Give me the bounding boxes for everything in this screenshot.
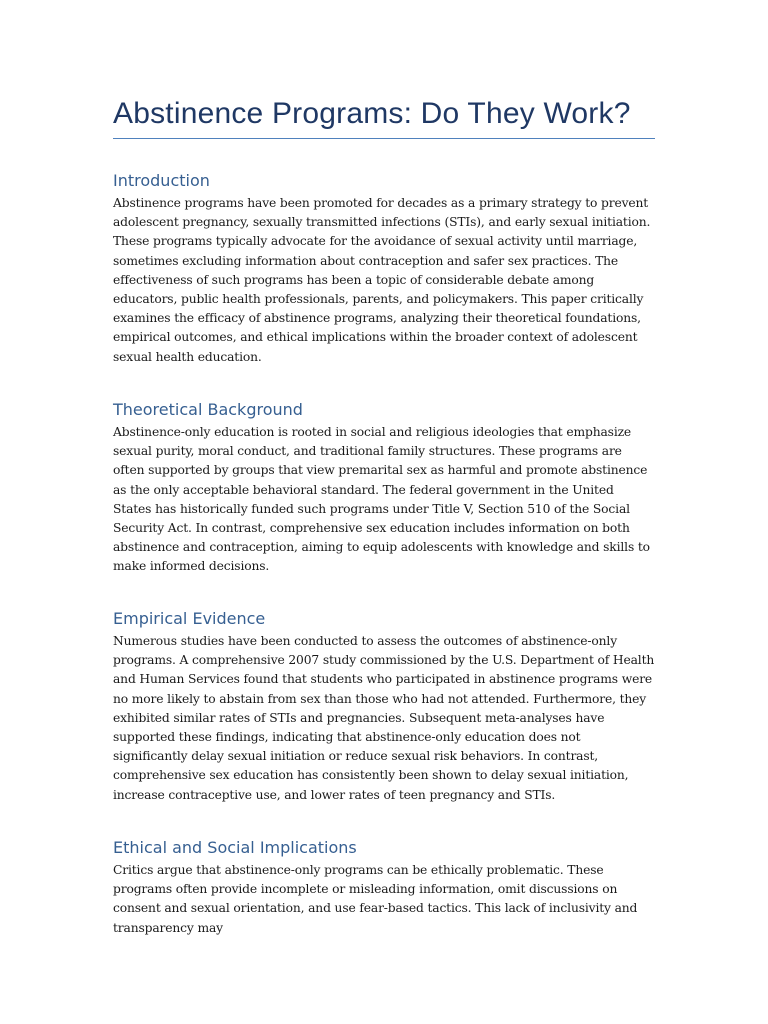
section-heading: Ethical and Social Implications	[113, 838, 357, 857]
document-page	[113, 92, 655, 935]
section-paragraph: Critics argue that abstinence-only programs can be ethically problematic. These programs often provide incomplete or misleading information, omit discussions on consent and sexual orientation, and use fear-based tactics. This lack of inclusivity and transparency may	[113, 863, 638, 935]
section-heading: Empirical Evidence	[113, 609, 266, 628]
section-heading: Theoretical Background	[113, 400, 303, 419]
section-paragraph: Numerous studies have been conducted to assess the outcomes of abstinence-only programs. A comprehensive 2007 study commissioned by the U.S. Department of Health and Human Services found that students who participated in abstinence programs were no more likely to abstain from sex than those who had not attended. Furthermore, they exhibited similar rates of STIs and pregnancies. Subsequent meta-analyses have supported these findings, indicating that abstinence-only education does not significantly delay sexual initiation or reduce sexual risk behaviors. In contrast, comprehensive sex education has consistently been shown to delay sexual initiation, increase contraceptive use, and lower rates of teen pregnancy and STIs.	[113, 634, 655, 802]
document-title: Abstinence Programs: Do They Work?	[113, 97, 631, 130]
section-paragraph: Abstinence programs have been promoted for decades as a primary strategy to prevent adolescent pregnancy, sexually transmitted infections (STIs), and early sexual initiation. These programs typically advocate for the avoidance of sexual activity until marriage, sometimes excluding information about contraception and safer sex practices. The effectiveness of such programs has been a topic of considerable debate among educators, public health professionals, parents, and policymakers. This paper critically examines the efficacy of abstinence programs, analyzing their theoretical foundations, empirical outcomes, and ethical implications within the broader context of adolescent sexual health education.	[113, 196, 651, 364]
section-heading: Introduction	[113, 171, 210, 190]
section-empirical-evidence	[113, 608, 655, 805]
section-theoretical-background	[113, 399, 655, 577]
section-paragraph: Abstinence-only education is rooted in social and religious ideologies that emphasize sexual purity, moral conduct, and traditional family structures. These programs are often supported by groups that view premarital sex as harmful and promote abstinence as the only acceptable behavioral standard. The federal government in the United States has historically funded such programs under Title V, Section 510 of the Social Security Act. In contrast, comprehensive sex education includes information on both abstinence and contraception, aiming to equip adolescents with knowledge and skills to make informed decisions.	[113, 425, 650, 574]
section-introduction	[113, 170, 655, 367]
section-ethical-social-implications	[113, 837, 655, 938]
title-divider	[113, 138, 655, 139]
